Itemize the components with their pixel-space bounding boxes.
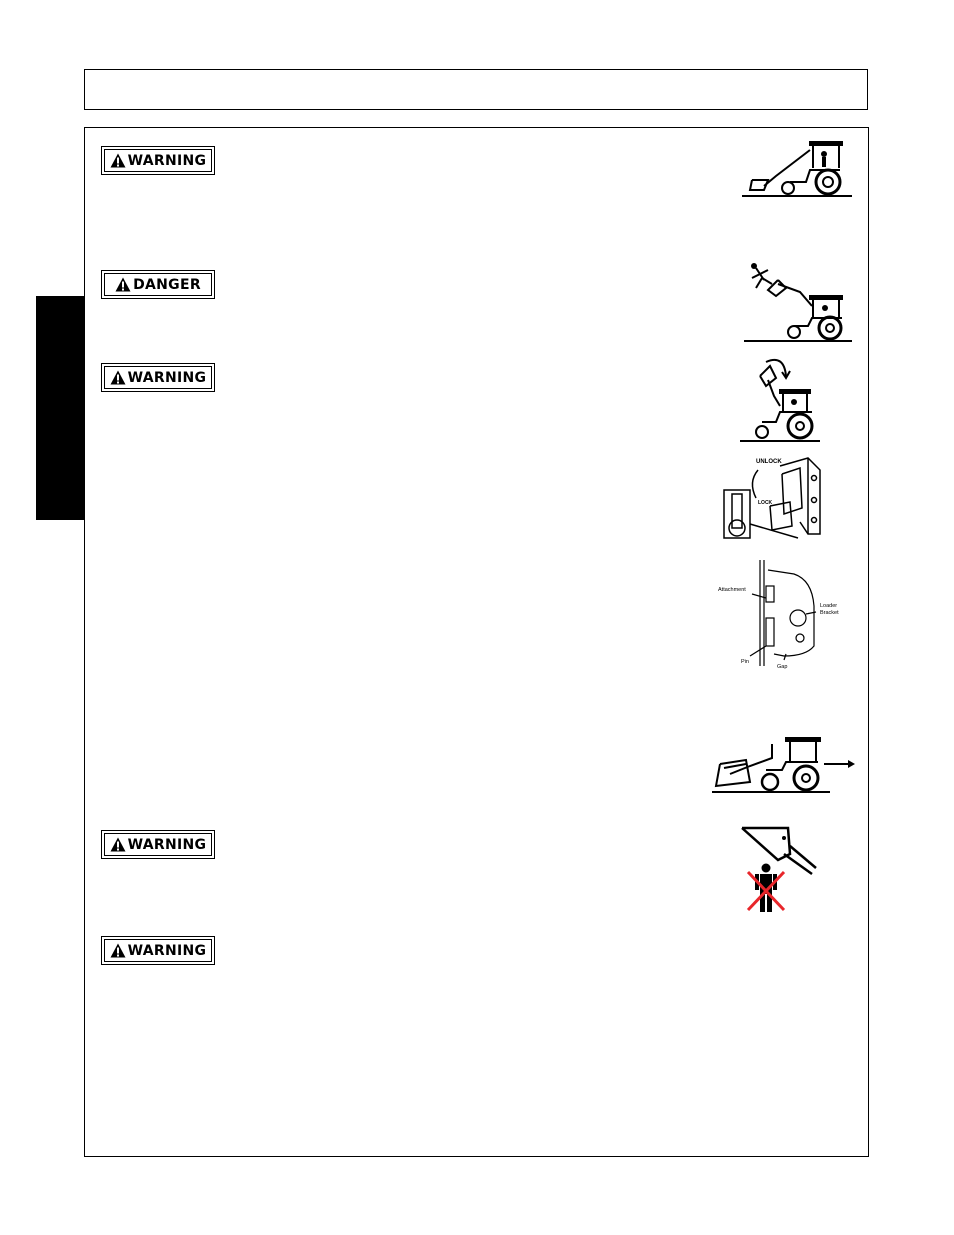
attachment-label: Attachment <box>718 587 746 593</box>
loader-bracket-illustration <box>714 556 846 674</box>
gap-label: Gap <box>777 664 788 670</box>
signal-word: WARNING <box>127 369 207 386</box>
warning-triangle-icon <box>110 943 126 958</box>
loader-backing-away-illustration <box>710 734 856 796</box>
tractor-loader-lowered-illustration <box>740 138 854 200</box>
danger-signal-1 <box>101 270 215 299</box>
warning-triangle-icon <box>115 277 131 292</box>
pin-label: Pin <box>741 659 749 665</box>
warning-triangle-icon <box>110 370 126 385</box>
warning-signal-4 <box>101 936 215 965</box>
unlock-label: UNLOCK <box>756 459 782 465</box>
warning-triangle-icon <box>110 153 126 168</box>
person-fall-hazard-illustration <box>742 262 854 344</box>
loader-label: Loader <box>820 603 838 609</box>
no-person-under-load-illustration <box>740 824 820 916</box>
signal-word: WARNING <box>127 942 207 959</box>
signal-word: WARNING <box>127 836 207 853</box>
attachment-rollback-illustration <box>740 356 822 444</box>
bracket-label: Bracket <box>820 610 839 616</box>
warning-signal-1 <box>101 146 215 175</box>
signal-word: DANGER <box>133 276 201 293</box>
signal-word: WARNING <box>127 152 207 169</box>
warning-signal-2 <box>101 363 215 392</box>
warning-signal-3 <box>101 830 215 859</box>
lock-lever-illustration <box>720 450 840 546</box>
section-side-tab <box>36 296 84 520</box>
lock-label: LOCK <box>758 500 773 506</box>
page-header-box <box>84 69 868 110</box>
warning-triangle-icon <box>110 837 126 852</box>
